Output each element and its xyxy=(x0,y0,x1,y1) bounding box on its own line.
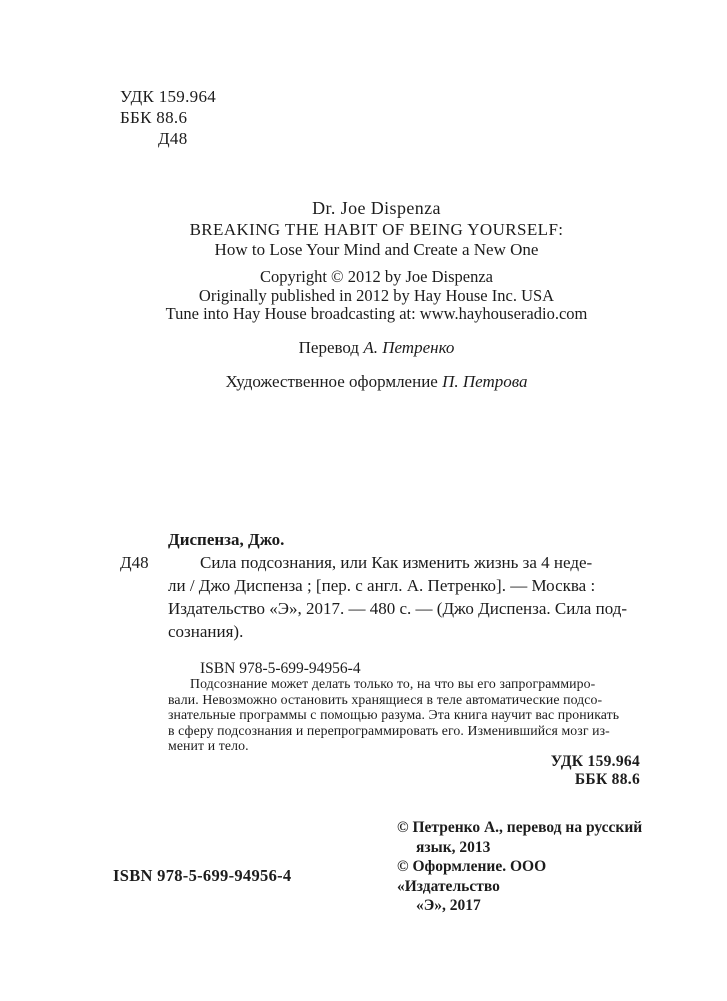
catalog-card-entry xyxy=(120,528,640,680)
isbn-bottom: ISBN 978-5-699-94956-4 xyxy=(113,866,292,885)
author-sign-margin: Д48 xyxy=(120,553,149,572)
designer-name: П. Петрова xyxy=(442,371,528,391)
catalog-line: Сила подсознания, или Как изменить жизнь за 4 неде- xyxy=(200,553,593,572)
catalog-line: Издательство «Э», 2017. — 480 с. — (Джо Диспенза. Сила под- xyxy=(168,599,628,618)
udk-code-top: УДК 159.964 xyxy=(120,87,217,106)
translator-name: А. Петренко xyxy=(363,337,455,357)
translation-credit xyxy=(113,338,640,358)
translation-label: Перевод xyxy=(298,337,364,357)
spacer xyxy=(113,358,640,372)
catalog-author-heading: Диспенза, Джо. xyxy=(168,530,285,549)
original-title: BREAKING THE HABIT OF BEING YOURSELF: xyxy=(189,220,564,239)
udk-code-right: УДК 159.964 xyxy=(550,753,640,770)
annotation-line: в сферу подсознания и перепрограммировать его. Изменившийся мозг из- xyxy=(168,722,610,738)
copyright-entry-first-line: © Оформление. ООО «Издательство xyxy=(397,858,547,895)
annotation-line: знательные программы с помощью разума. Эта книга научит вас проникать xyxy=(168,707,620,722)
bbk-code-top: ББК 88.6 xyxy=(120,108,188,127)
annotation-line: Подсознание может делать только то, на что вы его запрограммиро- xyxy=(190,676,596,691)
catalog-line: сознания). xyxy=(168,622,244,641)
copyright-line-1: Copyright © 2012 by Joe Dispenza xyxy=(260,267,493,286)
design-credit xyxy=(113,372,640,392)
copyright-entry-first-line: © Петренко А., перевод на русский xyxy=(397,819,643,836)
annotation-line: менит и тело. xyxy=(168,738,249,753)
annotation-paragraph xyxy=(168,676,640,754)
catalog-line: ли / Джо Диспенза ; [пер. с англ. А. Петренко]. — Москва : xyxy=(168,576,596,595)
copyright-entry-continuation: язык, 2013 xyxy=(416,838,491,856)
copyright-line-2: Originally published in 2012 by Hay House Inc. USA xyxy=(198,285,555,305)
author-sign-top: Д48 xyxy=(158,129,188,148)
title-copyright-block xyxy=(113,196,640,392)
design-label: Художественное оформление xyxy=(225,371,443,391)
original-author: Dr. Joe Dispenza xyxy=(312,198,441,218)
catalog-isbn: ISBN 978-5-699-94956-4 xyxy=(200,660,361,677)
copyright-line-3: Tune into Hay House broadcasting at: www.hayhouseradio.com xyxy=(165,304,588,323)
catalog-codes-top xyxy=(120,86,216,149)
catalog-codes-right xyxy=(551,753,640,789)
copyright-entry-continuation: «Э», 2017 xyxy=(416,897,481,914)
spacer xyxy=(113,324,640,338)
bbk-code-right: ББК 88.6 xyxy=(574,771,640,788)
annotation-line: вали. Невозможно остановить хранящиеся в теле автоматические подсо- xyxy=(168,691,603,707)
publisher-copyright-block xyxy=(397,818,647,916)
original-subtitle: How to Lose Your Mind and Create a New One xyxy=(214,240,539,259)
